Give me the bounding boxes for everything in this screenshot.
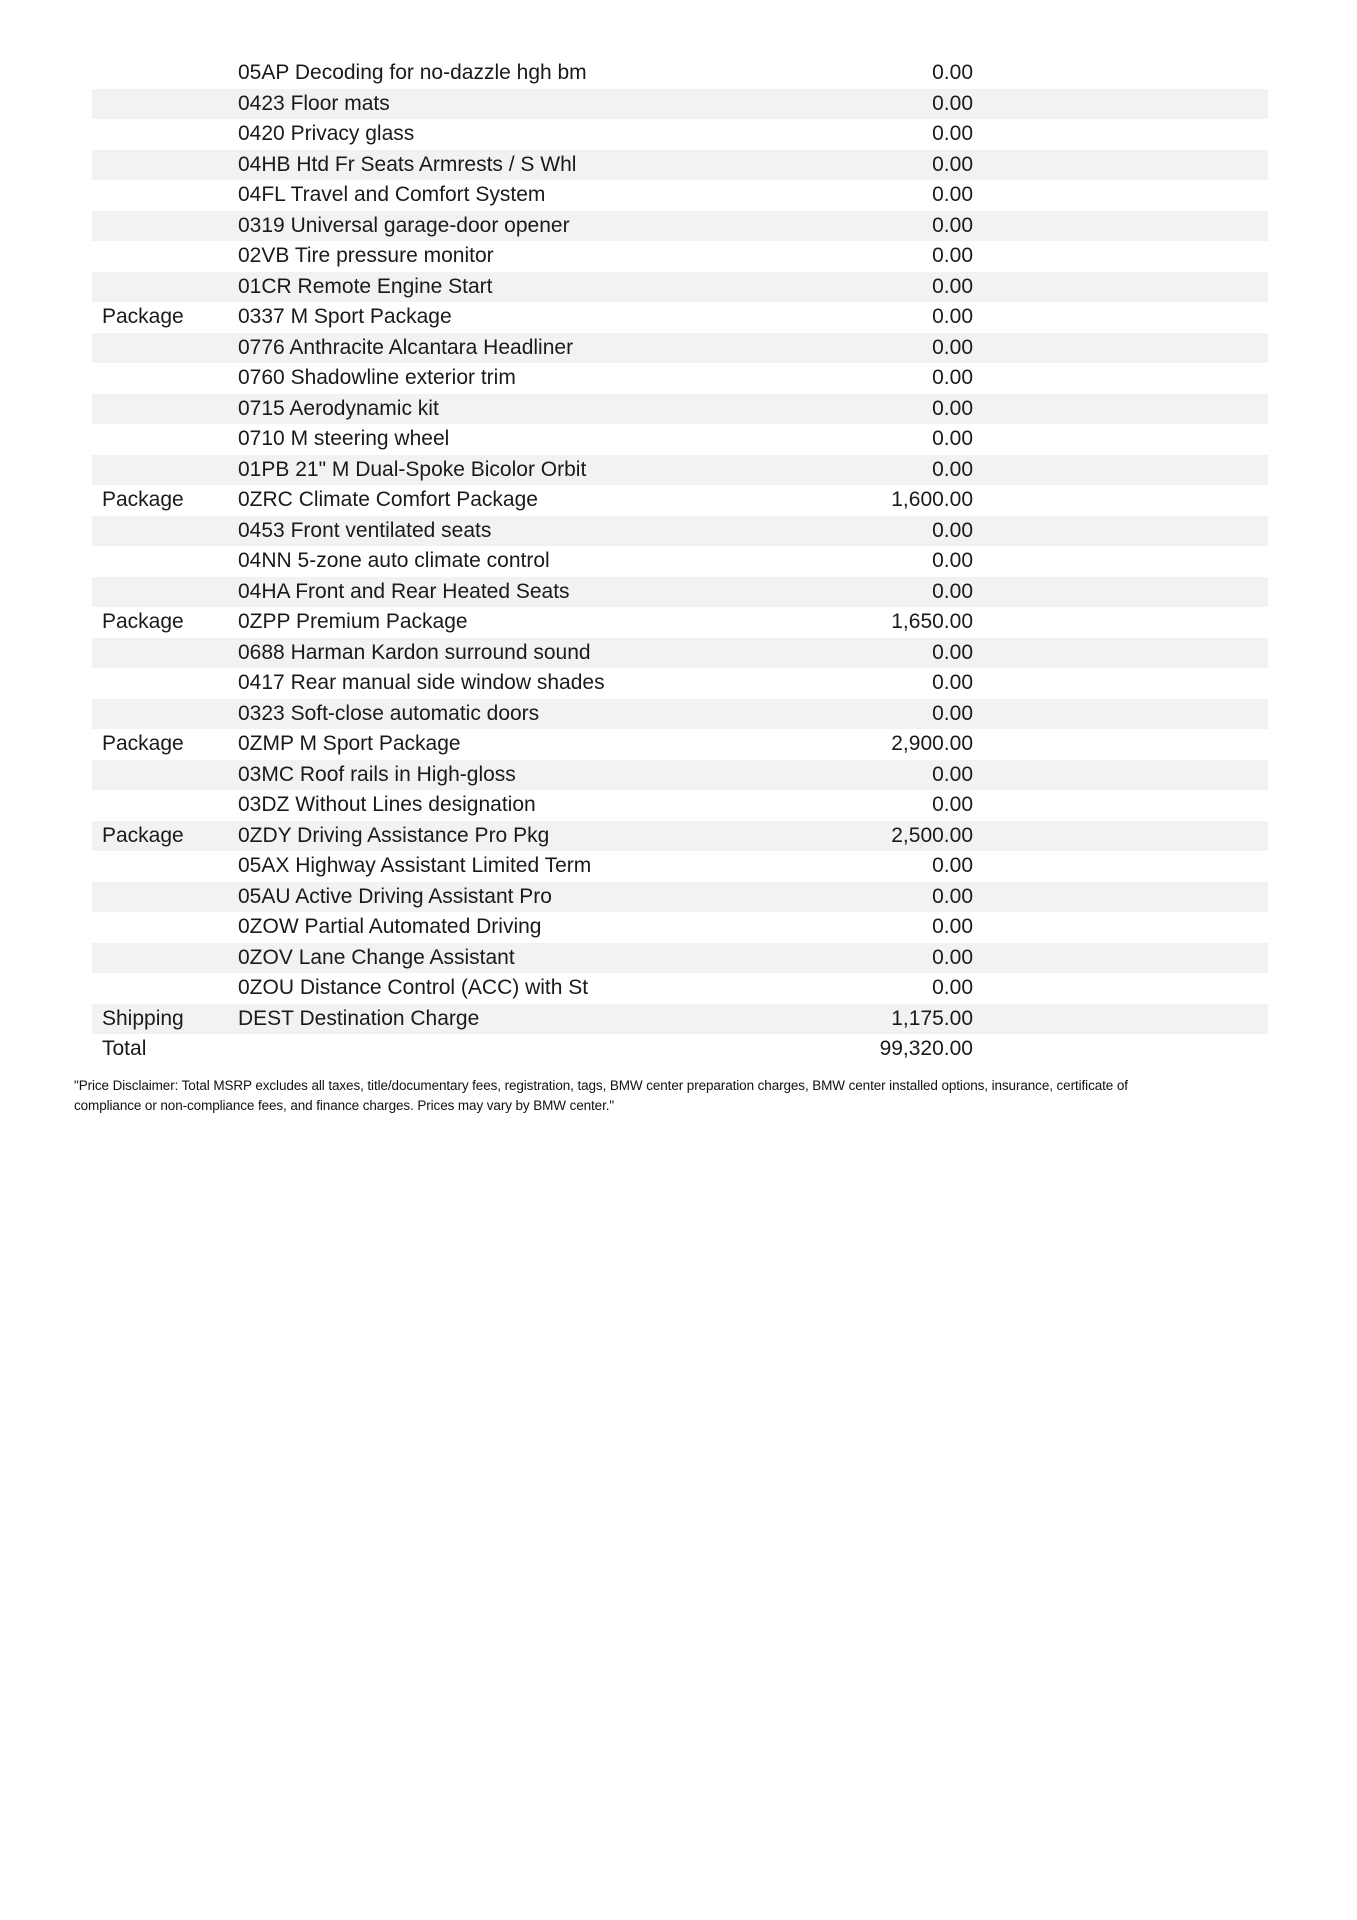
option-code: 03MC: [238, 762, 295, 786]
option-name: Driving Assistance Pro Pkg: [297, 823, 550, 847]
price-cell: 0.00: [932, 122, 973, 145]
table-row: [92, 150, 1268, 181]
option-name: Shadowline exterior trim: [290, 366, 516, 389]
price-cell: 1,175.00: [891, 1006, 973, 1030]
price-disclaimer-line-1: "Price Disclaimer: Total MSRP excludes all taxes, title/documentary fees, registration, tags, BMW center preparation charges, BMW center installed options, insurance, certificate of: [74, 1078, 1128, 1093]
table-row: [92, 699, 1268, 730]
table-row: [92, 851, 1268, 882]
option-cell: [238, 363, 823, 394]
table-row: [92, 668, 1268, 699]
option-name: M Sport Package: [299, 732, 461, 755]
table-row: [92, 973, 1268, 1004]
option-name: Highway Assistant Limited Term: [295, 854, 592, 877]
option-code: 0760: [238, 366, 285, 389]
table-row: [92, 516, 1268, 547]
table-row: [92, 424, 1268, 455]
option-name: Destination Charge: [299, 1006, 480, 1030]
category-cell: Package: [102, 488, 184, 511]
option-code: 0776: [238, 335, 285, 359]
price-cell: 0.00: [932, 152, 973, 176]
option-name: Htd Fr Seats Armrests / S Whl: [296, 152, 577, 176]
price-cell: 0.00: [932, 976, 973, 999]
option-cell: [238, 302, 823, 333]
table-row: [92, 790, 1268, 821]
table-row: [92, 729, 1268, 760]
option-code: 01PB: [238, 457, 290, 481]
option-cell: [238, 119, 823, 150]
option-cell: [238, 89, 823, 120]
option-code: 0ZOW: [238, 915, 299, 938]
option-cell: [238, 180, 823, 211]
price-cell: 0.00: [932, 854, 973, 877]
option-code: 02VB: [238, 244, 290, 267]
price-cell: 0.00: [932, 61, 973, 84]
option-code: 04HA: [238, 579, 290, 603]
table-row: [92, 180, 1268, 211]
option-code: 0423: [238, 91, 285, 115]
option-cell: [238, 1004, 823, 1035]
option-name: Lane Change Assistant: [298, 945, 515, 969]
option-cell: [238, 668, 823, 699]
table-row: [92, 821, 1268, 852]
option-code: 0688: [238, 640, 285, 664]
option-name: Harman Kardon surround sound: [290, 640, 591, 664]
price-cell: 0.00: [932, 335, 973, 359]
option-cell: [238, 272, 823, 303]
option-code: 0ZOV: [238, 945, 293, 969]
price-cell: 1,600.00: [891, 488, 973, 511]
option-name: Soft-close automatic doors: [290, 701, 540, 725]
option-cell: [238, 851, 823, 882]
option-name: Floor mats: [290, 91, 390, 115]
price-cell: 0.00: [932, 274, 973, 298]
option-code: 0ZOU: [238, 976, 295, 999]
price-cell: 0.00: [932, 366, 973, 389]
option-name: Front and Rear Heated Seats: [295, 579, 570, 603]
table-row: [92, 943, 1268, 974]
option-cell: [238, 516, 823, 547]
table-row: [92, 760, 1268, 791]
price-cell: 0.00: [932, 579, 973, 603]
option-code: 03DZ: [238, 793, 290, 816]
price-cell: 0.00: [932, 793, 973, 816]
category-cell: Package: [102, 823, 184, 847]
table-row: [92, 607, 1268, 638]
option-name: Remote Engine Start: [297, 274, 493, 298]
table-row: [92, 1034, 1268, 1065]
option-name: Travel and Comfort System: [290, 183, 546, 206]
price-cell: 0.00: [932, 915, 973, 938]
option-code: 04NN: [238, 549, 292, 572]
option-cell: [238, 699, 823, 730]
table-row: [92, 302, 1268, 333]
option-cell: [238, 973, 823, 1004]
option-code: 04HB: [238, 152, 291, 176]
option-cell: [238, 790, 823, 821]
category-cell: Package: [102, 610, 184, 633]
price-cell: 2,900.00: [891, 732, 973, 755]
option-cell: [238, 455, 823, 486]
option-code: 0417: [238, 671, 285, 694]
option-name: Front ventilated seats: [290, 518, 492, 542]
option-cell: [238, 760, 823, 791]
option-name: Distance Control (ACC) with St: [299, 976, 589, 999]
option-code: 01CR: [238, 274, 292, 298]
price-cell: 0.00: [932, 457, 973, 481]
table-row: [92, 485, 1268, 516]
table-row: [92, 241, 1268, 272]
price-cell: 0.00: [932, 671, 973, 694]
option-cell: [238, 333, 823, 364]
price-cell: 0.00: [932, 183, 973, 206]
option-code: 0337: [238, 305, 285, 328]
option-name: Without Lines designation: [295, 793, 536, 816]
vehicle-options-table: [92, 58, 1268, 1065]
option-name: M steering wheel: [290, 427, 450, 450]
option-code: 05AX: [238, 854, 290, 877]
table-row: [92, 363, 1268, 394]
option-code: 0420: [238, 122, 285, 145]
category-cell: Package: [102, 305, 184, 328]
option-name: Decoding for no-dazzle hgh bm: [294, 61, 587, 84]
table-row: [92, 912, 1268, 943]
option-name: Climate Comfort Package: [298, 488, 538, 511]
option-name: Rear manual side window shades: [290, 671, 605, 694]
option-cell: [238, 424, 823, 455]
option-cell: [238, 577, 823, 608]
option-code: 0319: [238, 213, 285, 237]
option-cell: [238, 821, 823, 852]
option-code: 05AU: [238, 884, 291, 908]
price-disclaimer: [74, 1076, 1264, 1116]
option-name: Anthracite Alcantara Headliner: [289, 335, 574, 359]
table-row: [92, 119, 1268, 150]
option-cell: [238, 394, 823, 425]
option-cell: [238, 638, 823, 669]
option-cell: [238, 882, 823, 913]
option-name: Universal garage-door opener: [290, 213, 570, 237]
table-row: [92, 211, 1268, 242]
price-cell: 0.00: [932, 213, 973, 237]
price-cell: 0.00: [932, 396, 973, 420]
price-cell: 2,500.00: [891, 823, 973, 847]
price-cell: 0.00: [932, 549, 973, 572]
option-name: Tire pressure monitor: [294, 244, 494, 267]
option-code: 0ZMP: [238, 732, 294, 755]
table-row: [92, 1004, 1268, 1035]
option-name: 5-zone auto climate control: [297, 549, 550, 572]
option-name: Active Driving Assistant Pro: [295, 884, 552, 908]
price-cell: 0.00: [932, 762, 973, 786]
category-cell: Total: [102, 1037, 147, 1060]
table-row: [92, 272, 1268, 303]
option-code: 0ZPP: [238, 610, 291, 633]
table-row: [92, 394, 1268, 425]
option-code: 0ZRC: [238, 488, 293, 511]
price-cell: 0.00: [932, 884, 973, 908]
option-cell: [238, 241, 823, 272]
price-disclaimer-line-2: compliance or non-compliance fees, and finance charges. Prices may vary by BMW center.": [74, 1098, 615, 1113]
category-cell: Shipping: [102, 1006, 184, 1030]
option-code: 0323: [238, 701, 285, 725]
option-cell: [238, 729, 823, 760]
table-row: [92, 638, 1268, 669]
table-row: [92, 333, 1268, 364]
table-row: [92, 58, 1268, 89]
price-cell: 0.00: [932, 305, 973, 328]
option-code: 05AP: [238, 61, 289, 84]
option-name: Privacy glass: [290, 122, 415, 145]
option-name: 21" M Dual-Spoke Bicolor Orbit: [295, 457, 587, 481]
option-code: DEST: [238, 1006, 294, 1030]
price-cell: 99,320.00: [879, 1037, 973, 1060]
price-cell: 0.00: [932, 701, 973, 725]
table-row: [92, 577, 1268, 608]
option-cell: [238, 607, 823, 638]
option-code: 0ZDY: [238, 823, 292, 847]
option-cell: [238, 546, 823, 577]
option-cell: [238, 912, 823, 943]
option-name: Partial Automated Driving: [304, 915, 542, 938]
option-code: 0710: [238, 427, 285, 450]
option-code: 0453: [238, 518, 285, 542]
option-name: Premium Package: [296, 610, 468, 633]
option-cell: [238, 150, 823, 181]
table-row: [92, 882, 1268, 913]
option-cell: [238, 485, 823, 516]
table-row: [92, 546, 1268, 577]
option-name: M Sport Package: [290, 305, 452, 328]
option-cell: [238, 58, 823, 89]
option-code: 0715: [238, 396, 285, 420]
price-cell: 0.00: [932, 91, 973, 115]
option-cell: [238, 943, 823, 974]
table-row: [92, 455, 1268, 486]
price-cell: 0.00: [932, 518, 973, 542]
price-cell: 0.00: [932, 427, 973, 450]
price-cell: 1,650.00: [891, 610, 973, 633]
option-name: Aerodynamic kit: [289, 396, 439, 420]
price-cell: 0.00: [932, 640, 973, 664]
price-cell: 0.00: [932, 244, 973, 267]
price-cell: 0.00: [932, 945, 973, 969]
option-code: 04FL: [238, 183, 286, 206]
option-name: Roof rails in High-gloss: [299, 762, 516, 786]
option-cell: [238, 211, 823, 242]
table-row: [92, 89, 1268, 120]
category-cell: Package: [102, 732, 184, 755]
